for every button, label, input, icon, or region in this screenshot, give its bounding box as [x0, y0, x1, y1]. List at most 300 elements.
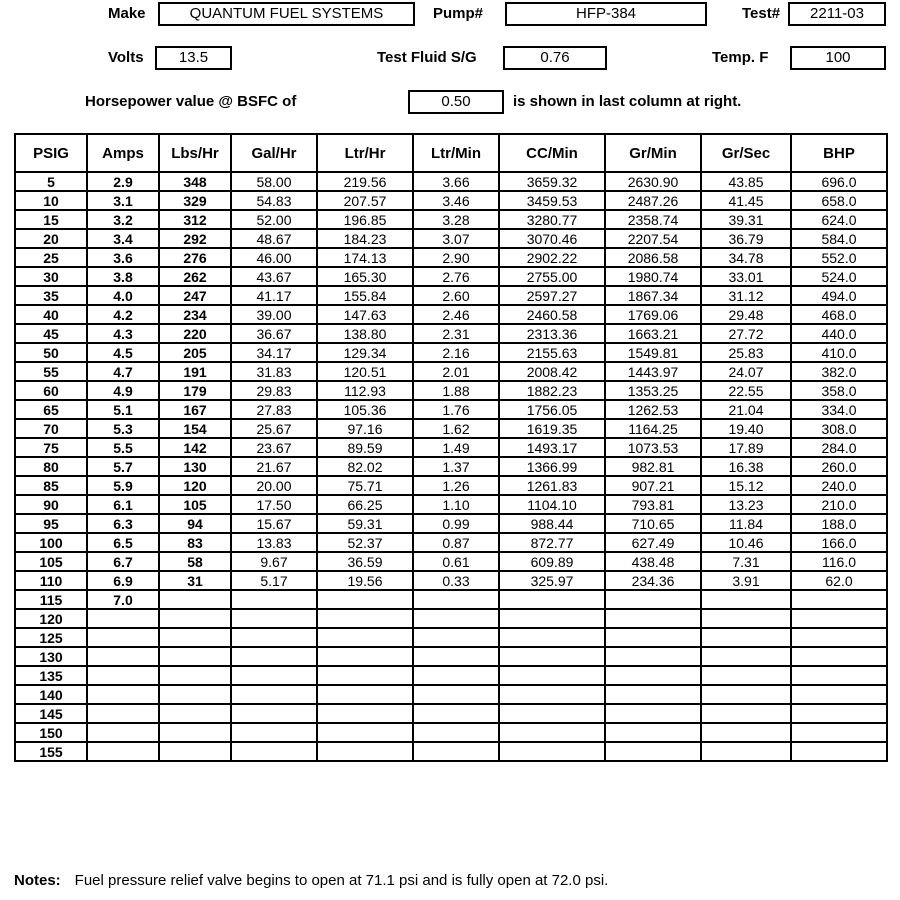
table-cell — [791, 609, 887, 628]
table-cell: 147.63 — [317, 305, 413, 324]
table-cell — [701, 742, 791, 761]
table-cell: 3.28 — [413, 210, 499, 229]
table-cell: 48.67 — [231, 229, 317, 248]
table-cell: 3.2 — [87, 210, 159, 229]
column-header: Gr/Sec — [701, 134, 791, 172]
table-cell: 25.83 — [701, 343, 791, 362]
table-cell: 2358.74 — [605, 210, 701, 229]
table-cell — [413, 742, 499, 761]
table-cell: 25.67 — [231, 419, 317, 438]
table-cell: 41.45 — [701, 191, 791, 210]
table-cell: 6.9 — [87, 571, 159, 590]
make-label: Make — [108, 5, 146, 22]
table-cell — [87, 666, 159, 685]
table-cell — [87, 742, 159, 761]
table-cell: 15 — [15, 210, 87, 229]
table-cell: 13.23 — [701, 495, 791, 514]
column-header: Gal/Hr — [231, 134, 317, 172]
table-cell: 29.83 — [231, 381, 317, 400]
table-cell — [701, 628, 791, 647]
table-cell: 440.0 — [791, 324, 887, 343]
table-cell: 2.90 — [413, 248, 499, 267]
table-cell: 130 — [15, 647, 87, 666]
table-cell: 329 — [159, 191, 231, 210]
table-cell: 184.23 — [317, 229, 413, 248]
table-cell: 52.37 — [317, 533, 413, 552]
table-cell: 40 — [15, 305, 87, 324]
table-cell: 210.0 — [791, 495, 887, 514]
table-cell: 1.76 — [413, 400, 499, 419]
table-cell: 262 — [159, 267, 231, 286]
table-cell: 65 — [15, 400, 87, 419]
table-cell: 3.07 — [413, 229, 499, 248]
table-cell: 4.0 — [87, 286, 159, 305]
table-cell: 1262.53 — [605, 400, 701, 419]
table-cell: 609.89 — [499, 552, 605, 571]
table-cell: 5.1 — [87, 400, 159, 419]
table-cell: 16.38 — [701, 457, 791, 476]
table-cell: 1.10 — [413, 495, 499, 514]
table-cell: 39.31 — [701, 210, 791, 229]
table-cell: 2.16 — [413, 343, 499, 362]
table-cell: 3.6 — [87, 248, 159, 267]
table-cell — [605, 685, 701, 704]
test-number-field[interactable]: 2211-03 — [788, 2, 886, 26]
volts-label: Volts — [108, 49, 144, 66]
table-cell: 2597.27 — [499, 286, 605, 305]
table-cell: 33.01 — [701, 267, 791, 286]
table-cell: 174.13 — [317, 248, 413, 267]
table-cell: 710.65 — [605, 514, 701, 533]
table-cell: 2086.58 — [605, 248, 701, 267]
test-data-table — [14, 133, 888, 762]
table-cell: 145 — [15, 704, 87, 723]
table-cell: 2.60 — [413, 286, 499, 305]
table-cell — [499, 666, 605, 685]
test-data-table-wrap — [14, 133, 888, 762]
table-cell — [499, 647, 605, 666]
table-cell: 105.36 — [317, 400, 413, 419]
table-cell: 234 — [159, 305, 231, 324]
table-cell: 100 — [15, 533, 87, 552]
table-cell: 308.0 — [791, 419, 887, 438]
table-cell: 1882.23 — [499, 381, 605, 400]
table-cell: 2008.42 — [499, 362, 605, 381]
table-cell — [317, 704, 413, 723]
table-row — [15, 210, 887, 229]
table-row — [15, 248, 887, 267]
table-cell: 907.21 — [605, 476, 701, 495]
table-cell — [605, 647, 701, 666]
table-cell: 34.17 — [231, 343, 317, 362]
table-cell — [317, 685, 413, 704]
table-cell — [159, 609, 231, 628]
table-cell: 552.0 — [791, 248, 887, 267]
table-cell — [413, 647, 499, 666]
table-cell — [317, 723, 413, 742]
table-row — [15, 172, 887, 191]
table-row — [15, 229, 887, 248]
table-cell: 4.7 — [87, 362, 159, 381]
table-cell: 25 — [15, 248, 87, 267]
table-cell: 1.62 — [413, 419, 499, 438]
table-cell: 20 — [15, 229, 87, 248]
table-cell: 142 — [159, 438, 231, 457]
table-cell: 5.7 — [87, 457, 159, 476]
temp-field[interactable]: 100 — [790, 46, 886, 70]
table-cell: 2207.54 — [605, 229, 701, 248]
table-cell: 207.57 — [317, 191, 413, 210]
table-cell: 120 — [15, 609, 87, 628]
table-cell: 23.67 — [231, 438, 317, 457]
table-cell: 196.85 — [317, 210, 413, 229]
table-cell: 6.5 — [87, 533, 159, 552]
table-cell: 125 — [15, 628, 87, 647]
table-cell — [701, 609, 791, 628]
table-cell — [159, 723, 231, 742]
table-cell — [701, 723, 791, 742]
table-cell: 0.99 — [413, 514, 499, 533]
table-cell: 165.30 — [317, 267, 413, 286]
table-cell: 105 — [159, 495, 231, 514]
table-cell: 3280.77 — [499, 210, 605, 229]
table-cell: 627.49 — [605, 533, 701, 552]
table-row — [15, 495, 887, 514]
column-header: Amps — [87, 134, 159, 172]
table-cell: 658.0 — [791, 191, 887, 210]
bsfc-prefix-text: Horsepower value @ BSFC of — [85, 93, 297, 110]
table-row — [15, 476, 887, 495]
table-cell: 155.84 — [317, 286, 413, 305]
table-cell — [605, 628, 701, 647]
table-cell — [413, 609, 499, 628]
table-row — [15, 552, 887, 571]
table-cell: 70 — [15, 419, 87, 438]
table-cell — [605, 704, 701, 723]
table-cell — [413, 590, 499, 609]
table-cell — [159, 590, 231, 609]
table-cell: 0.33 — [413, 571, 499, 590]
table-cell: 9.67 — [231, 552, 317, 571]
table-cell: 382.0 — [791, 362, 887, 381]
table-cell: 5 — [15, 172, 87, 191]
table-cell: 247 — [159, 286, 231, 305]
table-cell: 138.80 — [317, 324, 413, 343]
column-header: PSIG — [15, 134, 87, 172]
table-row — [15, 305, 887, 324]
table-row — [15, 362, 887, 381]
table-cell: 43.85 — [701, 172, 791, 191]
table-cell: 83 — [159, 533, 231, 552]
table-cell: 1164.25 — [605, 419, 701, 438]
table-cell: 167 — [159, 400, 231, 419]
table-cell: 110 — [15, 571, 87, 590]
table-cell: 6.3 — [87, 514, 159, 533]
table-cell — [791, 685, 887, 704]
table-cell: 36.59 — [317, 552, 413, 571]
table-cell: 2313.36 — [499, 324, 605, 343]
table-cell: 220 — [159, 324, 231, 343]
table-cell: 97.16 — [317, 419, 413, 438]
table-cell: 27.72 — [701, 324, 791, 343]
table-cell: 29.48 — [701, 305, 791, 324]
table-cell: 90 — [15, 495, 87, 514]
table-cell: 1353.25 — [605, 381, 701, 400]
table-cell — [701, 666, 791, 685]
table-cell: 94 — [159, 514, 231, 533]
table-cell: 58.00 — [231, 172, 317, 191]
table-cell — [231, 723, 317, 742]
table-cell — [413, 685, 499, 704]
table-cell — [499, 590, 605, 609]
table-row — [15, 590, 887, 609]
column-header: CC/Min — [499, 134, 605, 172]
table-cell: 1549.81 — [605, 343, 701, 362]
table-cell: 1261.83 — [499, 476, 605, 495]
table-cell: 4.2 — [87, 305, 159, 324]
table-cell — [701, 685, 791, 704]
volts-field[interactable]: 13.5 — [155, 46, 232, 70]
table-cell — [87, 723, 159, 742]
table-cell — [317, 609, 413, 628]
table-cell: 36.67 — [231, 324, 317, 343]
test-fluid-sg-field[interactable]: 0.76 — [503, 46, 607, 70]
table-cell: 30 — [15, 267, 87, 286]
table-cell: 312 — [159, 210, 231, 229]
table-cell — [231, 609, 317, 628]
table-cell — [231, 647, 317, 666]
table-cell: 2755.00 — [499, 267, 605, 286]
table-cell: 112.93 — [317, 381, 413, 400]
table-cell: 5.3 — [87, 419, 159, 438]
table-cell: 284.0 — [791, 438, 887, 457]
table-cell: 468.0 — [791, 305, 887, 324]
table-cell: 140 — [15, 685, 87, 704]
table-cell: 2.31 — [413, 324, 499, 343]
table-row — [15, 267, 887, 286]
test-table-header-row — [15, 134, 887, 172]
table-row — [15, 723, 887, 742]
table-cell: 179 — [159, 381, 231, 400]
table-cell: 19.40 — [701, 419, 791, 438]
table-cell: 3070.46 — [499, 229, 605, 248]
table-cell: 22.55 — [701, 381, 791, 400]
notes-row — [14, 872, 608, 889]
table-row — [15, 381, 887, 400]
bsfc-field[interactable]: 0.50 — [408, 90, 504, 114]
table-cell: 1769.06 — [605, 305, 701, 324]
table-row — [15, 628, 887, 647]
table-cell: 0.87 — [413, 533, 499, 552]
table-cell: 524.0 — [791, 267, 887, 286]
table-cell: 219.56 — [317, 172, 413, 191]
table-cell: 21.67 — [231, 457, 317, 476]
table-cell: 31 — [159, 571, 231, 590]
table-cell — [231, 685, 317, 704]
table-cell: 58 — [159, 552, 231, 571]
column-header: Ltr/Min — [413, 134, 499, 172]
table-cell: 3.91 — [701, 571, 791, 590]
table-cell — [605, 666, 701, 685]
table-cell: 75 — [15, 438, 87, 457]
test-table-body — [15, 172, 887, 761]
table-cell — [231, 704, 317, 723]
table-cell — [791, 647, 887, 666]
table-cell: 4.5 — [87, 343, 159, 362]
table-cell — [317, 628, 413, 647]
table-cell: 155 — [15, 742, 87, 761]
table-cell: 39.00 — [231, 305, 317, 324]
table-cell: 59.31 — [317, 514, 413, 533]
table-cell: 4.3 — [87, 324, 159, 343]
table-cell: 7.0 — [87, 590, 159, 609]
table-cell: 982.81 — [605, 457, 701, 476]
pump-field[interactable]: HFP-384 — [505, 2, 707, 26]
table-cell: 19.56 — [317, 571, 413, 590]
table-cell: 438.48 — [605, 552, 701, 571]
table-cell: 7.31 — [701, 552, 791, 571]
table-cell: 3.46 — [413, 191, 499, 210]
table-cell: 17.50 — [231, 495, 317, 514]
table-cell: 45 — [15, 324, 87, 343]
header-form — [0, 0, 900, 130]
table-cell: 3.66 — [413, 172, 499, 191]
table-cell — [413, 704, 499, 723]
table-cell — [701, 647, 791, 666]
column-header: Lbs/Hr — [159, 134, 231, 172]
table-cell: 115 — [15, 590, 87, 609]
table-cell — [605, 742, 701, 761]
table-cell: 150 — [15, 723, 87, 742]
table-cell — [231, 590, 317, 609]
table-cell — [791, 590, 887, 609]
table-cell: 52.00 — [231, 210, 317, 229]
table-cell — [231, 742, 317, 761]
table-cell: 1.37 — [413, 457, 499, 476]
table-cell — [159, 647, 231, 666]
column-header: BHP — [791, 134, 887, 172]
table-cell — [499, 628, 605, 647]
table-cell: 205 — [159, 343, 231, 362]
table-cell: 43.67 — [231, 267, 317, 286]
table-cell: 410.0 — [791, 343, 887, 362]
table-cell: 2.9 — [87, 172, 159, 191]
table-cell — [499, 723, 605, 742]
table-cell: 1619.35 — [499, 419, 605, 438]
table-cell: 1443.97 — [605, 362, 701, 381]
make-field[interactable]: QUANTUM FUEL SYSTEMS — [158, 2, 415, 26]
table-row — [15, 742, 887, 761]
table-row — [15, 647, 887, 666]
table-cell: 120.51 — [317, 362, 413, 381]
table-cell: 1663.21 — [605, 324, 701, 343]
pump-label: Pump# — [433, 5, 484, 22]
table-cell: 624.0 — [791, 210, 887, 229]
table-cell — [231, 666, 317, 685]
table-cell: 1073.53 — [605, 438, 701, 457]
table-cell: 85 — [15, 476, 87, 495]
table-row — [15, 324, 887, 343]
table-cell: 10 — [15, 191, 87, 210]
table-cell: 10.46 — [701, 533, 791, 552]
table-cell: 3.4 — [87, 229, 159, 248]
table-cell: 292 — [159, 229, 231, 248]
table-cell: 276 — [159, 248, 231, 267]
table-cell — [87, 685, 159, 704]
table-cell: 2902.22 — [499, 248, 605, 267]
table-cell: 60 — [15, 381, 87, 400]
table-cell — [159, 628, 231, 647]
table-row — [15, 571, 887, 590]
table-cell: 1104.10 — [499, 495, 605, 514]
table-cell: 6.1 — [87, 495, 159, 514]
test-fluid-sg-label: Test Fluid S/G — [377, 49, 477, 66]
table-cell — [413, 628, 499, 647]
table-cell: 34.78 — [701, 248, 791, 267]
table-row — [15, 685, 887, 704]
table-cell: 1.49 — [413, 438, 499, 457]
table-cell — [791, 666, 887, 685]
table-cell: 36.79 — [701, 229, 791, 248]
table-cell: 82.02 — [317, 457, 413, 476]
table-cell: 988.44 — [499, 514, 605, 533]
table-cell: 41.17 — [231, 286, 317, 305]
table-row — [15, 343, 887, 362]
table-cell: 3659.32 — [499, 172, 605, 191]
table-cell — [159, 685, 231, 704]
table-cell: 1.26 — [413, 476, 499, 495]
table-cell — [605, 723, 701, 742]
table-cell: 154 — [159, 419, 231, 438]
table-row — [15, 438, 887, 457]
table-cell: 89.59 — [317, 438, 413, 457]
table-cell: 55 — [15, 362, 87, 381]
table-cell: 325.97 — [499, 571, 605, 590]
table-cell: 3459.53 — [499, 191, 605, 210]
table-cell: 15.67 — [231, 514, 317, 533]
column-header: Gr/Min — [605, 134, 701, 172]
table-cell: 50 — [15, 343, 87, 362]
table-cell: 1493.17 — [499, 438, 605, 457]
table-cell — [605, 609, 701, 628]
table-row — [15, 419, 887, 438]
table-cell: 3.1 — [87, 191, 159, 210]
table-cell — [159, 666, 231, 685]
table-row — [15, 666, 887, 685]
table-cell: 348 — [159, 172, 231, 191]
table-cell: 2155.63 — [499, 343, 605, 362]
table-cell: 6.7 — [87, 552, 159, 571]
table-cell — [87, 609, 159, 628]
table-cell: 334.0 — [791, 400, 887, 419]
table-cell: 2460.58 — [499, 305, 605, 324]
table-cell: 5.5 — [87, 438, 159, 457]
table-cell: 494.0 — [791, 286, 887, 305]
table-cell: 15.12 — [701, 476, 791, 495]
table-row — [15, 704, 887, 723]
table-cell: 188.0 — [791, 514, 887, 533]
table-row — [15, 457, 887, 476]
table-cell — [791, 628, 887, 647]
table-row — [15, 191, 887, 210]
table-cell: 116.0 — [791, 552, 887, 571]
table-cell: 62.0 — [791, 571, 887, 590]
table-cell: 4.9 — [87, 381, 159, 400]
table-cell: 135 — [15, 666, 87, 685]
table-cell — [701, 704, 791, 723]
table-cell: 24.07 — [701, 362, 791, 381]
table-cell: 13.83 — [231, 533, 317, 552]
